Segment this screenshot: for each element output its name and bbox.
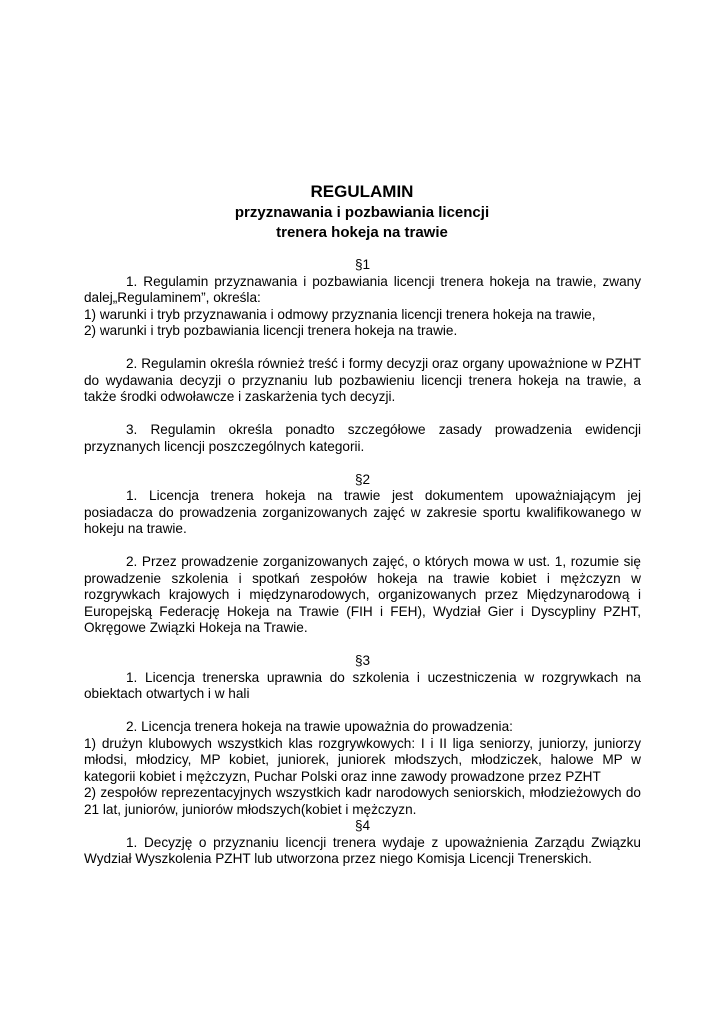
document-title: REGULAMIN	[310, 182, 414, 201]
paragraph-gap	[84, 340, 641, 357]
section-1-paragraph-3: 3. Regulamin określa ponadto szczegółowe zasady prowadzenia ewidencji przyznanych licencji poszczególnych kategorii.	[84, 422, 641, 454]
paragraph-gap	[84, 406, 641, 423]
section-1-paragraph-2: 2. Regulamin określa również treść i formy decyzji oraz organy upoważnione w PZHT do wydawania decyzji o przyznaniu lub pozbawieniu licencji trenera hokeja na trawie, a także środki odwoławcze i zaskarżenia tych decyzji.	[84, 356, 641, 404]
section-3-list-item-1: 1) drużyn klubowych wszystkich klas rozgrywkowych: I i II liga seniorzy, juniorzy, juniorzy młodsi, młodzicy, MP kobiet, juniorek, juniorek młodszych, młodziczek, halowe MP w kategorii kobiet i mężczyzn, Puchar Polski oraz inne zawody prowadzone przez PZHT	[84, 735, 641, 784]
section-2-paragraph-2: 2. Przez prowadzenie zorganizowanych zajęć, o których mowa w ust. 1, rozumie się prowadzenie szkolenia i spotkań zespołów hokeja na trawie kobiet i mężczyzn w rozgrywkach krajowych i międzynarodowych, organizowanych przez Międzynarodową i Europejską Federację Hokeja na Trawie (FIH i FEH), Wydział Gier i Dyscypliny PZHT, Okręgowe Związki Hokeja na Trawie.	[84, 554, 641, 635]
paragraph-gap	[84, 703, 641, 720]
section-heading-3: §3	[354, 653, 371, 668]
section-3-paragraph-2: 2. Licencja trenera hokeja na trawie upoważnia do prowadzenia:	[126, 719, 513, 734]
section-1-list-item-2: 2) warunki i tryb pozbawiania licencji trenera hokeja na trawie.	[84, 323, 458, 338]
section-heading-1: §1	[354, 257, 371, 272]
paragraph-gap	[84, 455, 641, 472]
section-2-paragraph-1: 1. Licencja trenera hokeja na trawie jest dokumentem upoważniającym jej posiadacza do prowadzenia zorganizowanych zajęć w zakresie sportu kwalifikowanego w hokeju na trawie.	[84, 488, 641, 536]
section-heading-2: §2	[354, 471, 371, 487]
document-body	[84, 257, 641, 868]
section-4-paragraph-1: 1. Decyzję o przyznaniu licencji trenera wydaje z upoważnienia Zarządu Związku Wydział Wyszkolenia PZHT lub utworzona przez niego Komisja Licencji Trenerskich.	[84, 834, 641, 866]
document-subtitle-line1: przyznawania i pozbawiania licencji	[234, 204, 490, 221]
section-1-list-item-1: 1) warunki i tryb przyznawania i odmowy przyznania licencji trenera hokeja na trawie,	[84, 306, 596, 322]
section-3-list-item-2: 2) zespołów reprezentacyjnych wszystkich kadr narodowych seniorskich, młodzieżowych do 21 lat, juniorów, juniorów młodszych(kobiet i mężczyzn.	[84, 785, 641, 817]
paragraph-gap	[84, 538, 641, 555]
section-3-paragraph-1: 1. Licencja trenerska uprawnia do szkolenia i uczestniczenia w rozgrywkach na obiektach otwartych i w hali	[84, 669, 641, 701]
document-subtitle-line2: trenera hokeja na trawie	[276, 224, 448, 241]
paragraph-gap	[84, 637, 641, 654]
section-1-paragraph-1: 1. Regulamin przyznawania i pozbawiania licencji trenera hokeja na trawie, zwany dalej„Regulaminem”, określa:	[84, 273, 641, 305]
section-heading-4: §4	[354, 818, 371, 833]
